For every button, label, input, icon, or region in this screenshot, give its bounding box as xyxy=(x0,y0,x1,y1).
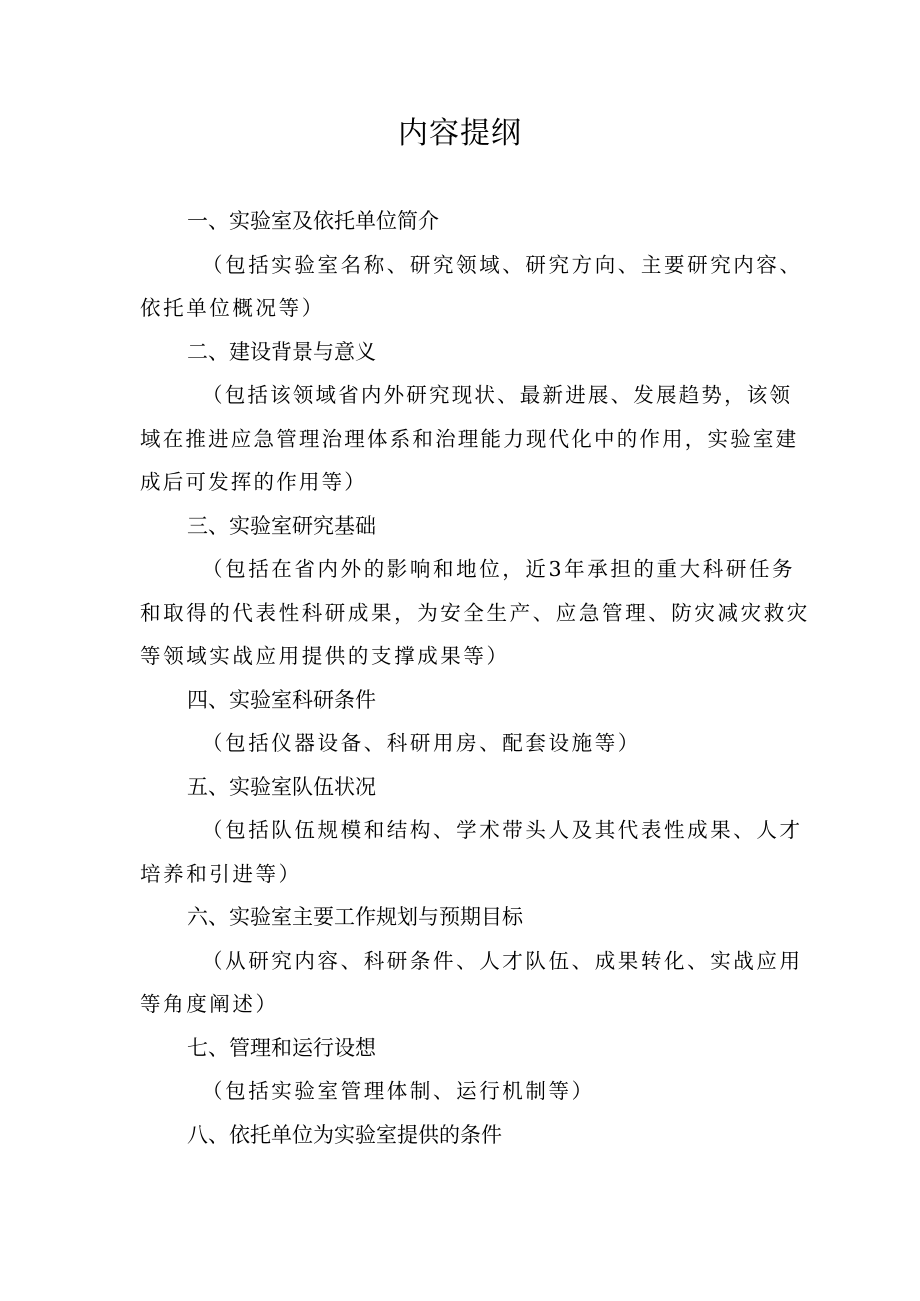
section-3 xyxy=(140,505,810,679)
section-heading: 六、实验室主要工作规划与预期目标 xyxy=(187,905,523,929)
section-8 xyxy=(140,1114,810,1158)
section-description: （包括实验室名称、研究领域、研究方向、主要研究内容、依托单位概况等） xyxy=(140,252,803,320)
section-heading: 三、实验室研究基础 xyxy=(187,513,376,538)
section-heading: 二、建设背景与意义 xyxy=(187,339,376,364)
section-1 xyxy=(140,200,810,331)
document-title: 内容提纲 xyxy=(398,116,522,151)
section-description: （包括在省内外的影响和地位，近3年承担的重大科研任务和取得的代表性科研成果，为安全生产、应急管理、防灾减灾救灾等领域实战应用提供的支撑成果等） xyxy=(140,557,810,668)
section-description: （包括队伍规模和结构、学术带头人及其代表性成果、人才培养和引进等） xyxy=(140,818,803,886)
outline-content xyxy=(140,200,810,1157)
section-heading: 五、实验室队伍状况 xyxy=(187,774,376,799)
section-description: （包括实验室管理体制、运行机制等） xyxy=(202,1079,595,1103)
section-heading: 七、管理和运行设想 xyxy=(187,1035,376,1060)
section-description: （从研究内容、科研条件、人才队伍、成果转化、实战应用等角度阐述） xyxy=(140,948,803,1016)
section-heading: 四、实验室科研条件 xyxy=(187,687,376,712)
section-description: （包括仪器设备、科研用房、配套设施等） xyxy=(202,731,641,755)
section-7 xyxy=(140,1027,810,1114)
section-2 xyxy=(140,331,810,505)
section-heading: 一、实验室及依托单位简介 xyxy=(187,209,439,233)
section-4 xyxy=(140,679,810,766)
section-description: （包括该领域省内外研究现状、最新进展、发展趋势，该领域在推进应急管理治理体系和治理能力现代化中的作用，实验室建成后可发挥的作用等） xyxy=(140,383,799,494)
section-6 xyxy=(140,896,810,1027)
section-heading: 八、依托单位为实验室提供的条件 xyxy=(187,1122,502,1147)
section-5 xyxy=(140,766,810,897)
